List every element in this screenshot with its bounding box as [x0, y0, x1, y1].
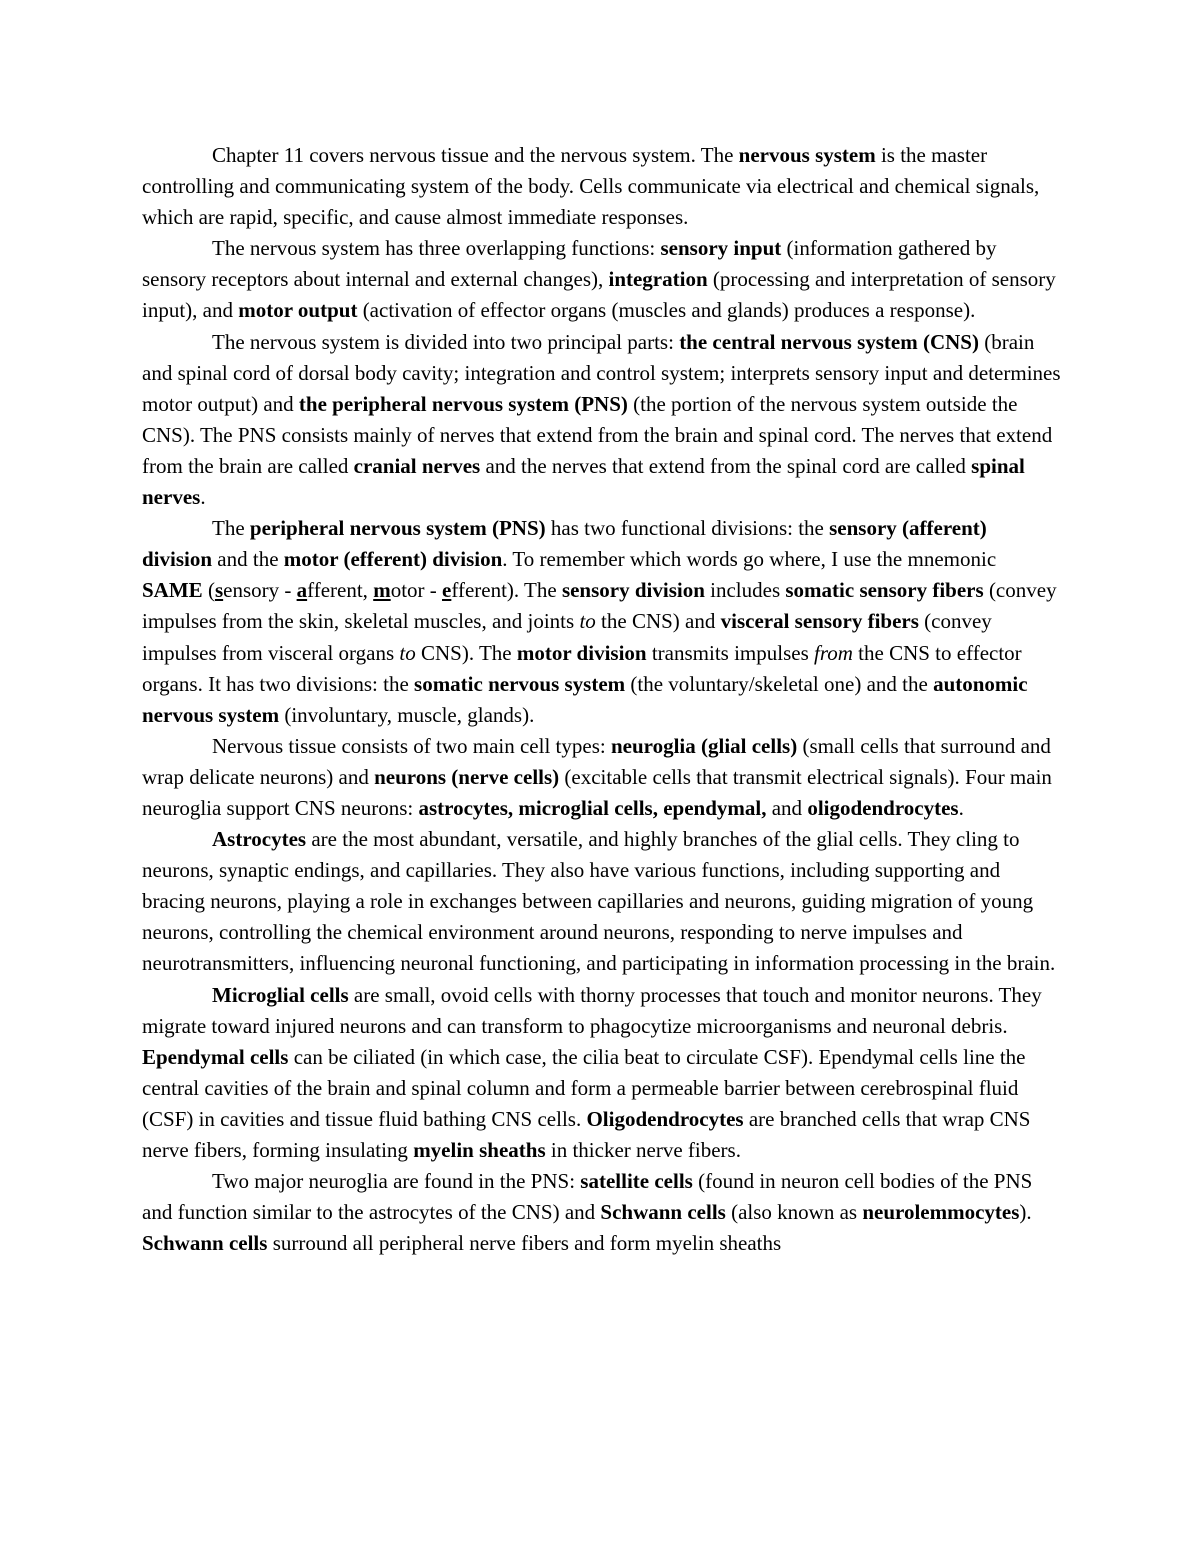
- text-run: . To remember which words go where, I use the mnemonic: [502, 547, 997, 572]
- text-run: The nervous system is divided into two principal parts:: [212, 329, 680, 354]
- bold-term: cranial nerves: [353, 453, 481, 478]
- text-run: CNS). The: [415, 640, 517, 665]
- bold-term: e: [442, 578, 452, 603]
- bold-term: myelin sheaths: [413, 1138, 546, 1162]
- bold-term: integration: [608, 267, 708, 292]
- bold-term: s: [214, 578, 224, 603]
- text-run: fferent,: [307, 578, 374, 603]
- bold-term: Schwann cells: [600, 1200, 726, 1225]
- paragraph-divisions: [142, 327, 1062, 514]
- text-run: are small, ovoid cells with thorny processes that touch and monitor neurons. They migrate toward injured neurons and can transform to phagocytize microorganisms and neuronal debris.: [142, 982, 1042, 1038]
- bold-term: Schwann cells: [142, 1231, 268, 1256]
- text-run: (convey impulses from visceral organs: [142, 609, 992, 665]
- bold-term: sensory (afferent) division: [142, 516, 987, 572]
- text-run: fferent). The: [451, 578, 562, 603]
- text-run: and the: [212, 547, 284, 572]
- italic-text: to: [399, 640, 416, 665]
- bold-term: m: [373, 578, 391, 603]
- bold-term: Astrocytes: [212, 827, 307, 852]
- text-run: ensory -: [223, 578, 297, 603]
- text-run: otor -: [390, 578, 443, 603]
- text-run: Chapter 11 covers nervous tissue and the nervous system. The: [212, 143, 739, 167]
- bold-term: autonomic nervous system: [142, 671, 1028, 727]
- text-run: Two major neuroglia are found in the PNS:: [212, 1169, 581, 1194]
- text-run: the CNS) and: [595, 609, 721, 634]
- text-run: transmits impulses: [646, 640, 815, 665]
- text-run: The nervous system has three overlapping functions:: [212, 236, 661, 261]
- bold-term: somatic nervous system: [414, 671, 626, 696]
- bold-term: SAME: [142, 578, 203, 603]
- bold-term: neurolemmocytes: [862, 1200, 1020, 1225]
- bold-term: spinal nerves: [142, 453, 1025, 510]
- text-run: in thicker nerve fibers.: [545, 1138, 741, 1162]
- text-run: (also known as: [725, 1200, 863, 1225]
- bold-term: peripheral nervous system (PNS): [249, 516, 546, 541]
- text-run: are branched cells that wrap CNS nerve fibers, forming insulating: [142, 1106, 1031, 1162]
- bold-term: oligodendrocytes: [807, 795, 959, 820]
- bold-term: Microglial cells: [212, 982, 349, 1007]
- bold-term: somatic sensory fibers: [785, 578, 984, 603]
- text-run: (brain and spinal cord of dorsal body cavity; integration and control system; interprets sensory input and determines motor output) and: [142, 329, 1061, 416]
- bold-term: sensory input: [660, 236, 782, 261]
- text-run: (excitable cells that transmit electrical signals). Four main neuroglia support CNS neurons:: [142, 764, 1052, 820]
- bold-term: motor (efferent) division: [283, 547, 503, 572]
- text-run: (information gathered by sensory receptors about internal and external changes),: [142, 236, 997, 292]
- text-run: (found in neuron cell bodies of the PNS and function similar to the astrocytes of the CNS) and: [142, 1169, 1033, 1225]
- paragraph-intro: [142, 140, 1062, 233]
- text-run: .: [958, 795, 964, 820]
- bold-term: Oligodendrocytes: [586, 1106, 744, 1131]
- bold-term: nervous system: [738, 143, 876, 167]
- paragraph-pns-glia: [142, 1166, 1062, 1259]
- bold-term: the peripheral nervous system (PNS): [298, 391, 628, 416]
- text-run: (involuntary, muscle, glands).: [279, 702, 535, 727]
- document-body: [142, 140, 1062, 1259]
- text-run: Nervous tissue consists of two main cell types:: [212, 733, 611, 758]
- text-run: are the most abundant, versatile, and highly branches of the glial cells. They cling to neurons, synaptic endings, and capillaries. They also have various functions, including supporting and bracing neurons, playing a role in exchanges between capillaries and neurons, guiding migration of young neurons, controlling the chemical environment around neurons, responding to nerve impulses and neurotransmitters, influencing neuronal functioning, and participating in information processing in the brain.: [142, 827, 1056, 976]
- text-run: (convey impulses from the skin, skeletal muscles, and joints: [142, 578, 1057, 634]
- paragraph-astrocytes: [142, 824, 1062, 979]
- bold-term: Ependymal cells: [142, 1044, 289, 1069]
- text-run: includes: [704, 578, 786, 603]
- text-run: is the master controlling and communicating system of the body. Cells communicate via electrical and chemical signals, which are rapid, specific, and cause almost immediate responses.: [142, 143, 1040, 230]
- text-run: (small cells that surround and wrap delicate neurons) and: [142, 733, 1051, 789]
- text-run: and: [766, 795, 808, 820]
- paragraph-tissue: [142, 731, 1062, 824]
- text-run: has two functional divisions: the: [545, 516, 830, 541]
- text-run: ).: [1019, 1200, 1032, 1225]
- text-run: (the portion of the nervous system outside the CNS). The PNS consists mainly of nerves that extend from the brain and spinal cord. The nerves that extend from the brain are called: [142, 391, 1053, 478]
- bold-term: astrocytes, microglial cells, ependymal,: [418, 795, 767, 820]
- paragraph-microglia: [142, 980, 1062, 1167]
- text-run: (the voluntary/skeletal one) and the: [625, 671, 934, 696]
- bold-term: visceral sensory fibers: [720, 609, 919, 634]
- bold-term: motor output: [238, 298, 358, 323]
- text-run: The: [212, 516, 250, 541]
- text-run: the CNS to effector organs. It has two divisions: the: [142, 640, 1022, 696]
- text-run: .: [200, 485, 206, 510]
- text-run: (activation of effector organs (muscles and glands) produces a response).: [357, 298, 976, 323]
- text-run: (processing and interpretation of sensory input), and: [142, 267, 1056, 323]
- bold-term: satellite cells: [580, 1169, 693, 1194]
- bold-term: the central nervous system (CNS): [679, 329, 979, 354]
- text-run: surround all peripheral nerve fibers and form myelin sheaths: [267, 1231, 782, 1256]
- bold-term: neuroglia (glial cells): [610, 733, 798, 758]
- bold-term: sensory division: [561, 578, 705, 603]
- text-run: and the nerves that extend from the spinal cord are called: [480, 453, 972, 478]
- text-run: (: [202, 578, 215, 603]
- bold-term: motor division: [516, 640, 647, 665]
- italic-text: to: [579, 609, 596, 634]
- paragraph-pns: [142, 513, 1062, 731]
- bold-term: a: [296, 578, 308, 603]
- italic-text: from: [814, 640, 853, 665]
- bold-term: neurons (nerve cells): [374, 764, 560, 789]
- paragraph-functions: [142, 233, 1062, 326]
- text-run: can be ciliated (in which case, the cilia beat to circulate CSF). Ependymal cells line the central cavities of the brain and spinal column and form a permeable barrier between cerebrospinal fluid (CSF) in cavities and tissue fluid bathing CNS cells.: [142, 1044, 1026, 1131]
